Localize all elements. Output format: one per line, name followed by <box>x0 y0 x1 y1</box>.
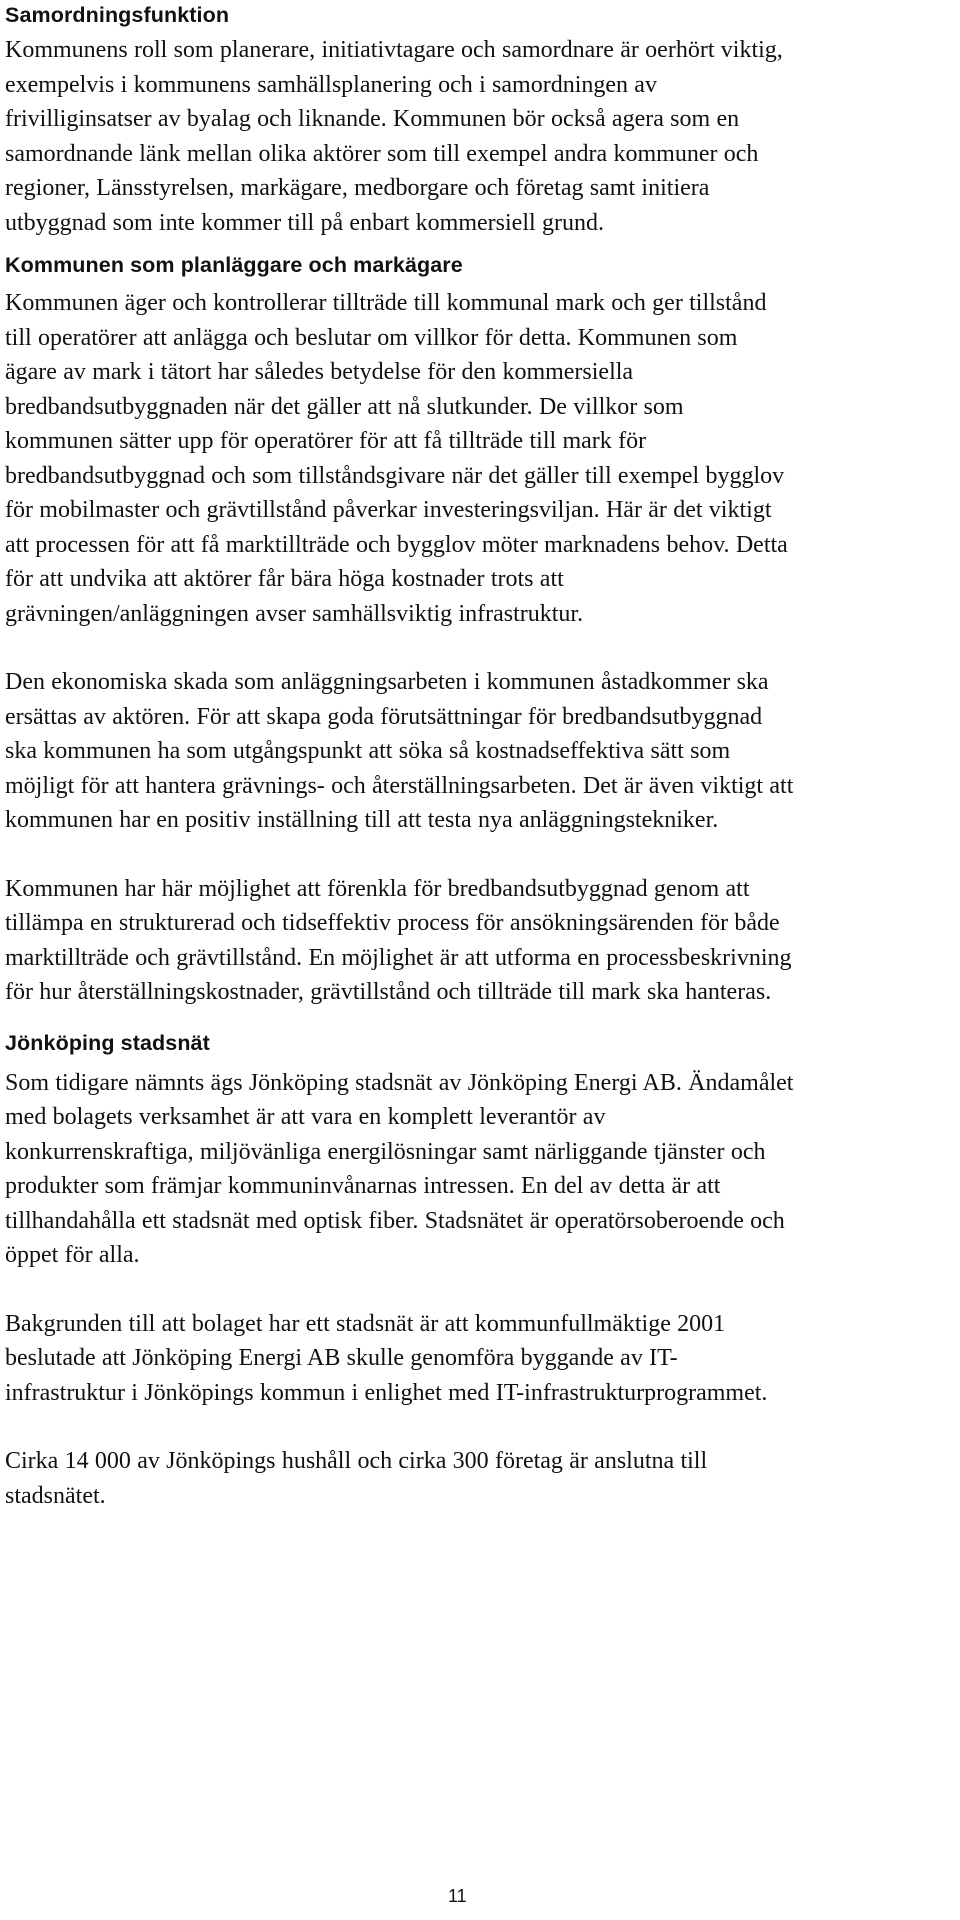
paragraph-stadsnat-2: Bakgrunden till att bolaget har ett stadsnät är att kommunfullmäktige 2001 beslutade att Jönköping Energi AB skulle genomföra byggande av IT-infrastruktur i Jönköpings kommun i enlighet med IT-infrastrukturprogrammet. <box>5 1310 768 1406</box>
section-heading-jonkoping-stadsnat: Jönköping stadsnät <box>5 1030 210 1055</box>
section-heading-samordningsfunktion: Samordningsfunktion <box>5 3 230 27</box>
paragraph-samordning-1: Kommunens roll som planerare, initiativtagare och samordnare är oerhört viktig, exempelvis i kommunens samhällsplanering och i samordningen av frivilliginsatser av byalag och liknande. Kommunen bör också agera som en samordnande länk mellan olika aktörer som till exempel andra kommuner och regioner, Länsstyrelsen, markägare, medborgare och företag samt initiera utbyggnad som inte kommer till på enbart kommersiell grund. <box>5 37 783 236</box>
section-heading-planlaggare: Kommunen som planläggare och markägare <box>5 253 463 277</box>
paragraph-planlaggare-2: Den ekonomiska skada som anläggningsarbeten i kommunen åstadkommer ska ersättas av aktören. För att skapa goda förutsättningar för bredbandsutbyggnad ska kommunen ha som utgångspunkt att söka så kostnadseffektiva sätt som möjligt för att hantera grävnings- och återställningsarbeten. Det är även viktigt att kommunen har en positiv inställning till att testa nya anläggningstekniker. <box>5 669 794 833</box>
page-number: 11 <box>448 1886 467 1906</box>
paragraph-stadsnat-1: Som tidigare nämnts ägs Jönköping stadsnät av Jönköping Energi AB. Ändamålet med bolagets verksamhet är att vara en komplett leverantör av konkurrenskraftiga, miljövänliga energilösningar samt närliggande tjänster och produkter som främjar kommuninvånarnas intressen. En del av detta är att tillhandahålla ett stadsnät med optisk fiber. Stadsnätet är operatörsoberoende och öppet för alla. <box>5 1069 794 1268</box>
paragraph-stadsnat-3: Cirka 14 000 av Jönköpings hushåll och cirka 300 företag är anslutna till stadsnätet. <box>5 1448 708 1509</box>
page-body <box>5 0 795 1513</box>
paragraph-planlaggare-3: Kommunen har här möjlighet att förenkla för bredbandsutbyggnad genom att tillämpa en strukturerad och tidseffektiv process för ansökningsärenden för både marktillträde och grävtillstånd. En möjlighet är att utforma en processbeskrivning för hur återställningskostnader, grävtillstånd och tillträde till mark ska hanteras. <box>5 875 792 1005</box>
paragraph-planlaggare-1: Kommunen äger och kontrollerar tillträde till kommunal mark och ger tillstånd till operatörer att anlägga och beslutar om villkor för detta. Kommunen som ägare av mark i tätort har således betydelse för den kommersiella bredbandsutbyggnaden när det gäller att nå slutkunder. De villkor som kommunen sätter upp för operatörer för att få tillträde till mark för bredbandsutbyggnad och som tillståndsgivare när det gäller till exempel bygglov för mobilmaster och grävtillstånd påverkar investeringsviljan. Här är det viktigt att processen för att få marktillträde och bygglov möter marknadens behov. Detta för att undvika att aktörer får bära höga kostnader trots att grävningen/anläggningen avser samhällsviktig infrastruktur. <box>5 290 788 627</box>
